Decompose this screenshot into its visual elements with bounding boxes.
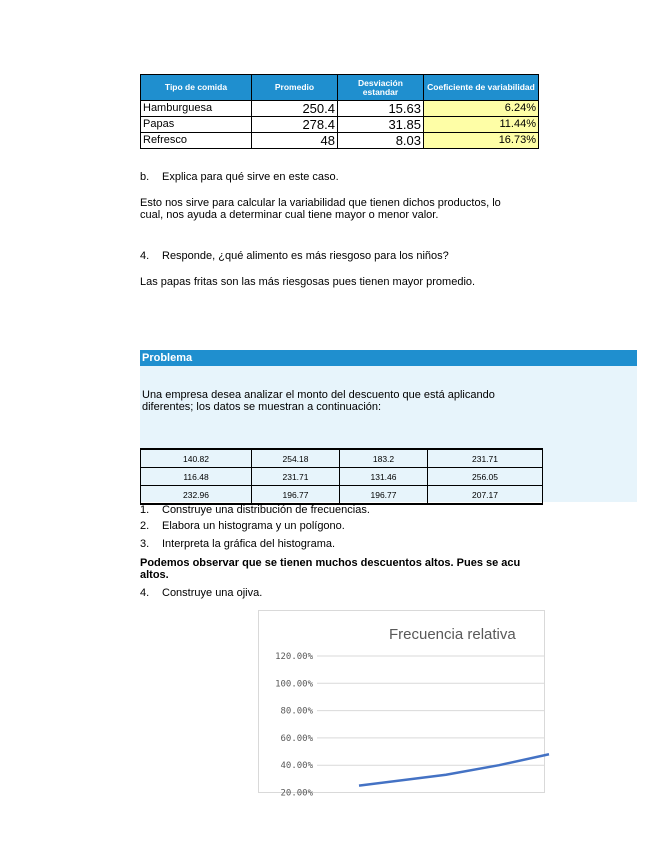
ogive-chart bbox=[258, 610, 545, 799]
data-cell: 232.96 bbox=[141, 486, 252, 505]
y-tick-label: 120.00% bbox=[275, 652, 313, 662]
table-row bbox=[141, 133, 539, 149]
answer-4: Las papas fritas son las más riesgosas pues tienen mayor promedio. bbox=[140, 276, 476, 288]
data-cell: 131.46 bbox=[340, 468, 428, 486]
header-std-dev: Desviación estandar bbox=[338, 75, 424, 101]
series-line bbox=[359, 754, 549, 785]
y-tick-label: 20.00% bbox=[280, 788, 313, 799]
data-cell: 207.17 bbox=[428, 486, 543, 505]
data-cell: 183.2 bbox=[340, 449, 428, 468]
table-row bbox=[141, 101, 539, 117]
cv-value: 11.44% bbox=[424, 117, 539, 133]
task-number: 2. bbox=[140, 520, 150, 532]
chart-svg bbox=[259, 611, 544, 799]
interpretation-line2: altos. bbox=[140, 569, 169, 581]
y-tick-label: 80.00% bbox=[280, 706, 313, 717]
task-text: Construye una distribución de frecuencias. bbox=[162, 504, 370, 516]
y-tick-label: 60.00% bbox=[280, 733, 313, 744]
cv-value: 6.24% bbox=[424, 101, 539, 117]
question-b-marker: b. bbox=[140, 171, 150, 183]
y-tick-label: 40.00% bbox=[280, 761, 313, 772]
table-header-row bbox=[141, 75, 539, 101]
sd-value: 8.03 bbox=[338, 133, 424, 149]
problem-text-line1: Una empresa desea analizar el monto del descuento que está aplicando bbox=[142, 389, 495, 401]
question-4-text: Responde, ¿qué alimento es más riesgoso para los niños? bbox=[162, 250, 449, 262]
task-number: 4. bbox=[140, 587, 150, 599]
header-cv: Coeficiente de variabilidad bbox=[424, 75, 539, 101]
table-row bbox=[141, 449, 543, 468]
data-cell: 140.82 bbox=[141, 449, 252, 468]
data-cell: 231.71 bbox=[428, 449, 543, 468]
table-row bbox=[141, 486, 543, 505]
problem-text-line2: diferentes; los datos se muestran a continuación: bbox=[142, 401, 382, 413]
answer-b-line1: Esto nos sirve para calcular la variabilidad que tienen dichos productos, lo bbox=[140, 197, 501, 209]
task-number: 3. bbox=[140, 538, 150, 550]
answer-b-line2: cual, nos ayuda a determinar cual tiene mayor o menor valor. bbox=[140, 209, 439, 221]
food-name: Refresco bbox=[141, 133, 252, 149]
question-b-text: Explica para qué sirve en este caso. bbox=[162, 171, 339, 183]
sd-value: 31.85 bbox=[338, 117, 424, 133]
food-name: Hamburguesa bbox=[141, 101, 252, 117]
table-row bbox=[141, 117, 539, 133]
task-item bbox=[140, 538, 335, 550]
task-text: Interpreta la gráfica del histograma. bbox=[162, 538, 336, 550]
cv-value: 16.73% bbox=[424, 133, 539, 149]
question-b bbox=[140, 171, 339, 183]
data-cell: 254.18 bbox=[252, 449, 340, 468]
mean-value: 278.4 bbox=[252, 117, 338, 133]
food-variability-table bbox=[140, 74, 539, 149]
mean-value: 48 bbox=[252, 133, 338, 149]
header-mean: Promedio bbox=[252, 75, 338, 101]
task-text: Construye una ojiva. bbox=[162, 587, 263, 599]
task-text: Elabora un histograma y un polígono. bbox=[162, 520, 345, 532]
question-4 bbox=[140, 250, 449, 262]
question-4-number: 4. bbox=[140, 250, 150, 262]
data-cell: 116.48 bbox=[141, 468, 252, 486]
data-cell: 256.05 bbox=[428, 468, 543, 486]
discount-data-table bbox=[140, 448, 543, 505]
task-item bbox=[140, 504, 370, 516]
food-name: Papas bbox=[141, 117, 252, 133]
data-cell: 196.77 bbox=[340, 486, 428, 505]
problem-title: Problema bbox=[140, 350, 637, 366]
task-number: 1. bbox=[140, 504, 150, 516]
interpretation-line1: Podemos observar que se tienen muchos descuentos altos. Pues se acu bbox=[140, 557, 521, 569]
task-item bbox=[140, 587, 262, 599]
data-cell: 196.77 bbox=[252, 486, 340, 505]
header-food-type: Tipo de comida bbox=[141, 75, 252, 101]
chart-title: Frecuencia relativa bbox=[389, 626, 516, 643]
table-row bbox=[141, 468, 543, 486]
data-cell: 231.71 bbox=[252, 468, 340, 486]
task-item bbox=[140, 520, 345, 532]
y-tick-label: 100.00% bbox=[275, 679, 313, 690]
mean-value: 250.4 bbox=[252, 101, 338, 117]
sd-value: 15.63 bbox=[338, 101, 424, 117]
